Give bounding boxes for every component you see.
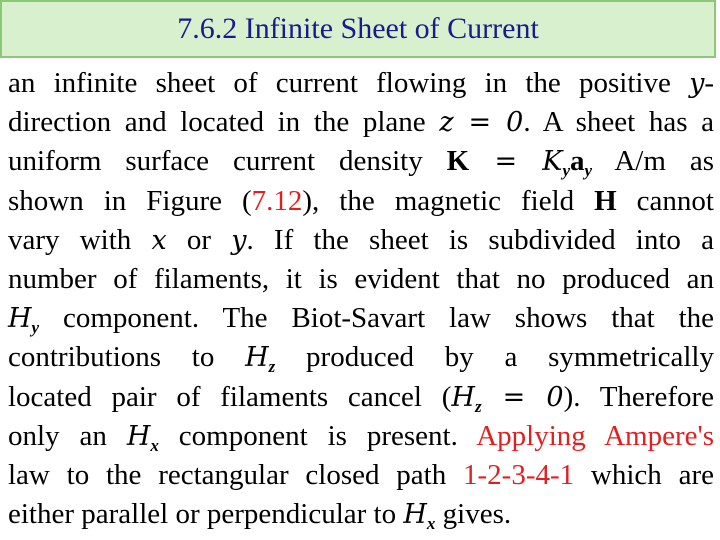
text-line (8, 378, 714, 417)
text-run: ). Therefore (563, 380, 715, 413)
text-run: contributions to (8, 341, 246, 374)
math-symbol: z (268, 357, 276, 377)
text-run: vary with (8, 223, 152, 256)
math-symbol: = 0 (481, 381, 564, 413)
math-symbol: y (584, 161, 593, 181)
text-run: which are (574, 458, 714, 491)
text-run: A/m as (592, 145, 714, 178)
math-symbol: H (403, 499, 427, 531)
title-bar (0, 0, 716, 58)
math-symbol: H (8, 303, 32, 335)
math-symbol: z = 0 (439, 107, 524, 139)
text-run: component. The Biot-Savart law shows that the (39, 302, 714, 335)
text-line (8, 64, 714, 103)
text-run: or (166, 223, 232, 256)
text-run: only an (8, 419, 127, 452)
math-symbol: y (689, 68, 705, 99)
text-line (8, 182, 714, 221)
text-run: ), the magnetic field (302, 184, 595, 217)
text-line (8, 260, 714, 299)
highlighted-text: 1-2-3-4-1 (463, 458, 575, 491)
math-symbol: z (474, 396, 482, 416)
text-run: located pair of filaments cancel ( (8, 380, 452, 413)
text-line (8, 103, 714, 142)
text-run: a (570, 145, 585, 178)
text-line (8, 495, 714, 534)
text-line (8, 417, 714, 456)
text-run: H (594, 184, 617, 217)
math-symbol: H (245, 342, 269, 374)
text-run: produced by a symmetrically (275, 341, 714, 374)
math-symbol: K (542, 146, 563, 178)
highlighted-text: Applying Ampere's (476, 419, 715, 452)
text-line (8, 338, 714, 377)
math-symbol: x (426, 514, 436, 534)
text-run: . A sheet has a (523, 106, 714, 139)
text-run: number of filaments, it is evident that no produced an (8, 262, 714, 295)
body-text (8, 64, 714, 534)
text-line (8, 142, 714, 181)
math-symbol: x (151, 224, 167, 256)
text-run: - (704, 67, 714, 99)
math-symbol: H (126, 420, 151, 452)
text-run: shown in Figure ( (8, 184, 252, 217)
text-run: cannot (616, 184, 714, 217)
text-run: uniform surface current density (8, 145, 447, 178)
text-line (8, 221, 714, 260)
math-symbol: x (150, 435, 159, 455)
math-symbol: y (231, 224, 247, 256)
math-symbol: y (31, 318, 40, 338)
text-run: direction and located in the plane (8, 106, 440, 139)
text-run: . If the sheet is subdivided into a (246, 223, 714, 256)
text-line (8, 299, 714, 338)
text-run: either parallel or perpendicular to (8, 498, 404, 531)
text-run: law to the rectangular closed path (8, 458, 463, 491)
text-run: an infinite sheet of current flowing in the positive (8, 67, 690, 99)
text-run: gives. (435, 498, 512, 531)
text-run: K (446, 145, 470, 178)
text-line (8, 456, 714, 495)
slide-title: 7.6.2 Infinite Sheet of Current (177, 12, 539, 45)
math-symbol: y (562, 161, 571, 181)
text-run: component is present. (158, 419, 477, 452)
math-symbol: H (451, 381, 475, 413)
highlighted-text: 7.12 (251, 184, 303, 217)
math-symbol: = (469, 146, 543, 178)
